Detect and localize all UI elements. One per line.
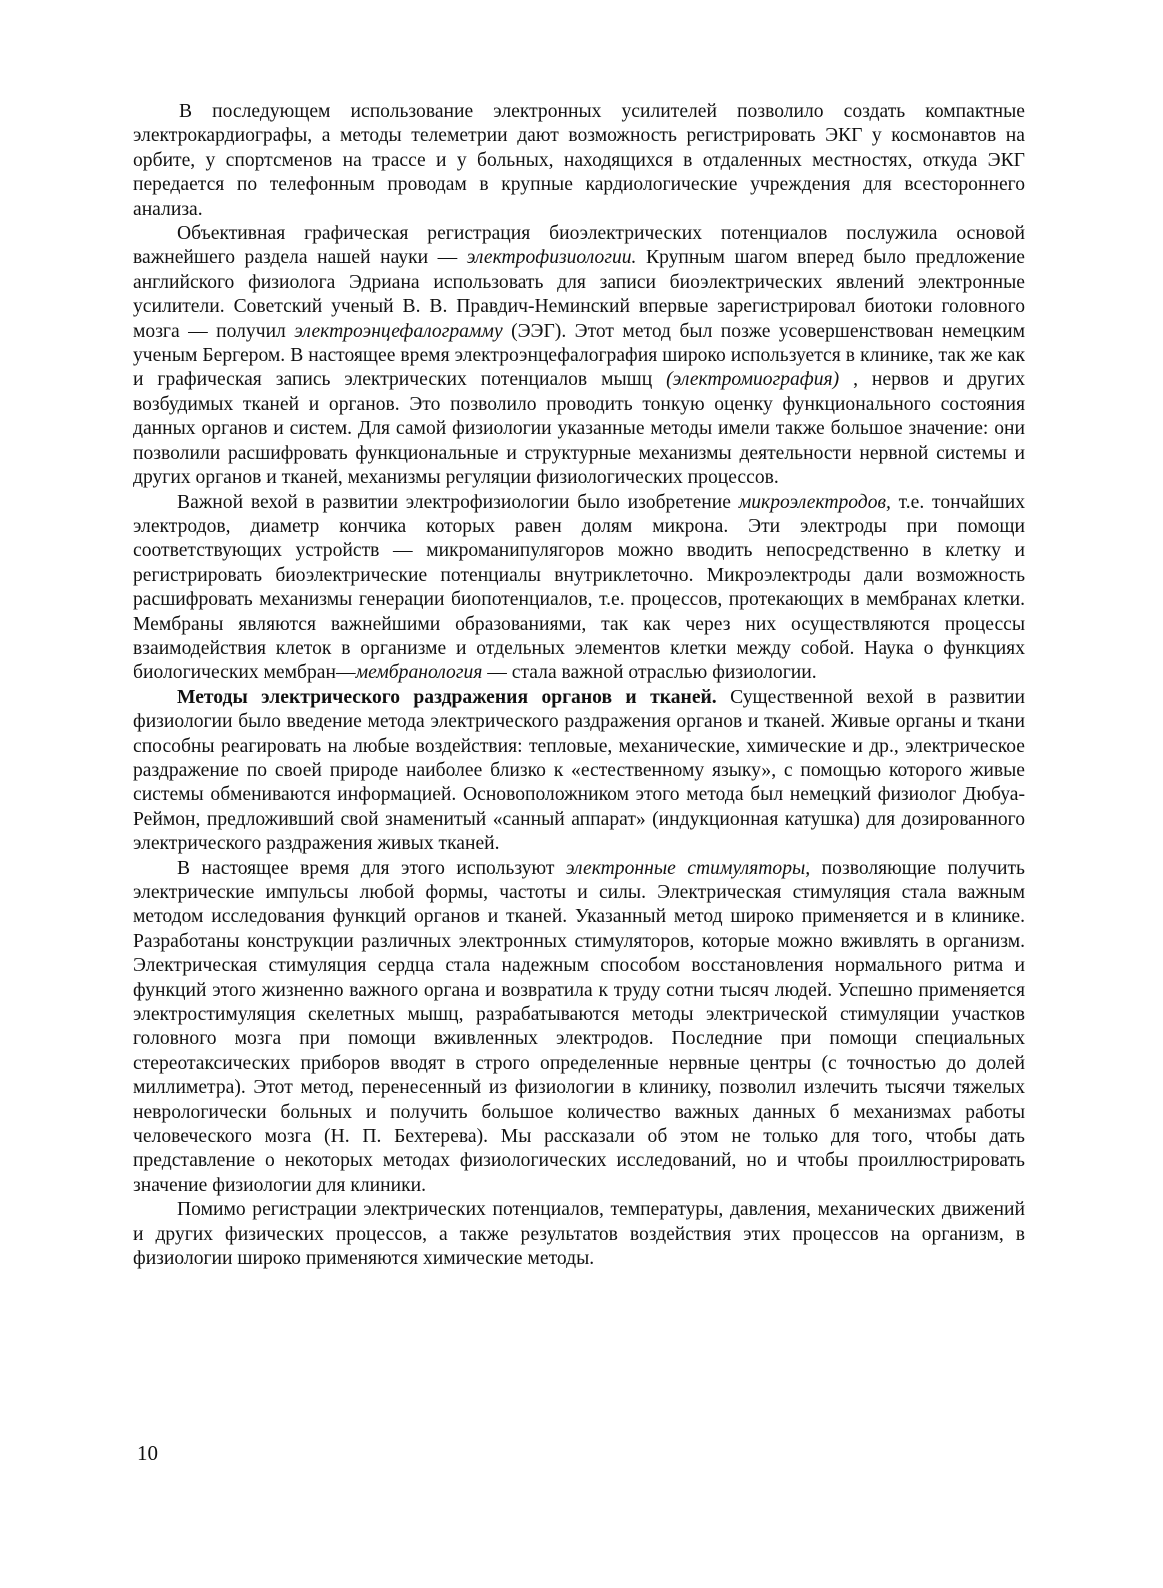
term-electromyography: (электромиография) xyxy=(666,369,840,391)
paragraph-microelectrodes xyxy=(133,491,1025,686)
term-electronic-stimulators: электронные стимуляторы, xyxy=(565,857,811,879)
paragraph-chemical-methods xyxy=(133,1198,1025,1271)
paragraph-electronic-stimulators xyxy=(133,857,1025,1199)
para-text: Важной вехой в развитии электрофизиологии было изобретение xyxy=(177,491,739,513)
term-microelectrodes: микроэлектродов, xyxy=(738,491,891,513)
para-text: В последующем использование электронных усилителей позволило создать компактные электрокардиографы, а методы телеметрии дают возможность регистрировать ЭКГ у космонавтов на орбите, у спортсменов на трассе и у больных, находящихся в отдаленных местностях, откуда ЭКГ передается по телефонным проводам в крупные кардиологические учреждения для всестороннего анализа. xyxy=(133,101,1025,220)
para-text: В настоящее время для этого используют xyxy=(177,857,566,879)
page-body xyxy=(133,100,1025,1272)
para-text: — стала важной отраслью физиологии. xyxy=(482,662,817,684)
para-text: (ЭЭГ). Этот метод был позже усовершенствован немецким ученым Бергером. В настоящее время электроэнцефалография широко используется в клинике, так же как и графическая запись электрических потенциалов мышц xyxy=(133,320,1025,391)
page-number: 10 xyxy=(137,1441,158,1465)
para-text: Существенной вехой в развитии физиологии было введение метода электрического раздражения органов и тканей. Живые органы и ткани способны реагировать на любые воздействия: тепловые, механические, химические и др., электрическое раздражение по своей природе наиболее близко к «естественному языку», с помощью которого живые системы обмениваются информацией. Основоположником этого метода был немецкий физиолог Дюбуа-Реймон, предложивший свой знаменитый «санный аппарат» (индукционная катушка) для дозированного электрического раздражения живых тканей. xyxy=(133,686,1025,855)
term-electrophysiology: электрофизиологии. xyxy=(466,247,637,269)
para-text: позволяющие получить электрические импульсы любой формы, частоты и силы. Электрическая стимуляция стала важным методом исследования функций органов и тканей. Указанный метод широко применяется и в клинике. Разработаны конструкции различных электронных стимуляторов, которые можно вживлять в организм. Электрическая стимуляция сердца стала надежным способом восстановления нормального ритма и функций этого жизненно важного органа и возвратила к труду сотни тысяч людей. Успешно применяется электростимуляция скелетных мышц, разрабатываются методы электрической стимуляции участков головного мозга при помощи вживленных электродов. Последние при помощи специальных стереотаксических приборов вводят в строго определенные нервные центры (с точностью до долей миллиметра). Этот метод, перенесенный из физиологии в клинику, позволил излечить тысячи тяжелых неврологически больных и получить большое количество важных данных б механизмах работы человеческого мозга (Н. П. Бехтерева). Мы рассказали об этом не только для того, чтобы дать представление о некоторых методах физиологических исследований, но и чтобы проиллюстрировать значение физиологии для клиники. xyxy=(133,857,1025,1196)
paragraph-electrical-stimulation-methods xyxy=(133,686,1025,857)
paragraph-electrophysiology xyxy=(133,222,1025,490)
para-text: Помимо регистрации электрических потенциалов, температуры, давления, механических движений и других физических процессов, а также результатов воздействия этих процессов на организм, в физиологии широко применяются химические методы. xyxy=(133,1199,1025,1270)
para-text: Объективная графическая регистрация биоэлектрических потенциалов послужила основой важнейшего раздела нашей науки — xyxy=(133,223,1025,269)
paragraph-telemetry xyxy=(133,100,1025,222)
section-heading: Методы электрического раздражения органов и тканей. xyxy=(177,686,717,708)
term-eeg: электроэнцефалограмму xyxy=(294,320,503,342)
para-text: , нервов и других возбудимых тканей и органов. Это позволило проводить тонкую оценку функционального состояния данных органов и систем. Для самой физиологии указанные методы имели также большое значение: они позволили расшифровать функциональные и структурные механизмы деятельности нервной системы и других органов и тканей, механизмы регуляции физиологических процессов. xyxy=(133,369,1025,489)
term-membranology: мембранология xyxy=(355,662,483,684)
para-text: Крупным шагом вперед было предложение английского физиолога Эдриана использовать для записи биоэлектрических явлений электронные усилители. Советский ученый В. В. Правдич-Неминский впервые зарегистрировал биотоки головного мозга — получил xyxy=(133,247,1025,342)
para-text: т.е. тончайших электродов, диаметр кончика которых равен долям микрона. Эти электроды при помощи соответствующих устройств — микроманипулягоров можно вводить непосредственно в клетку и регистрировать биоэлектрические потенциалы внутриклеточно. Микроэлектроды дали возможность расшифровать механизмы генерации биопотенциалов, т.е. процессов, протекающих в мембранах клетки. Мембраны являются важнейшими образованиями, так как через них осуществляются процессы взаимодействия клеток в организме и отдельных элементов клетки между собой. Наука о функциях биологических мембран— xyxy=(133,491,1026,684)
